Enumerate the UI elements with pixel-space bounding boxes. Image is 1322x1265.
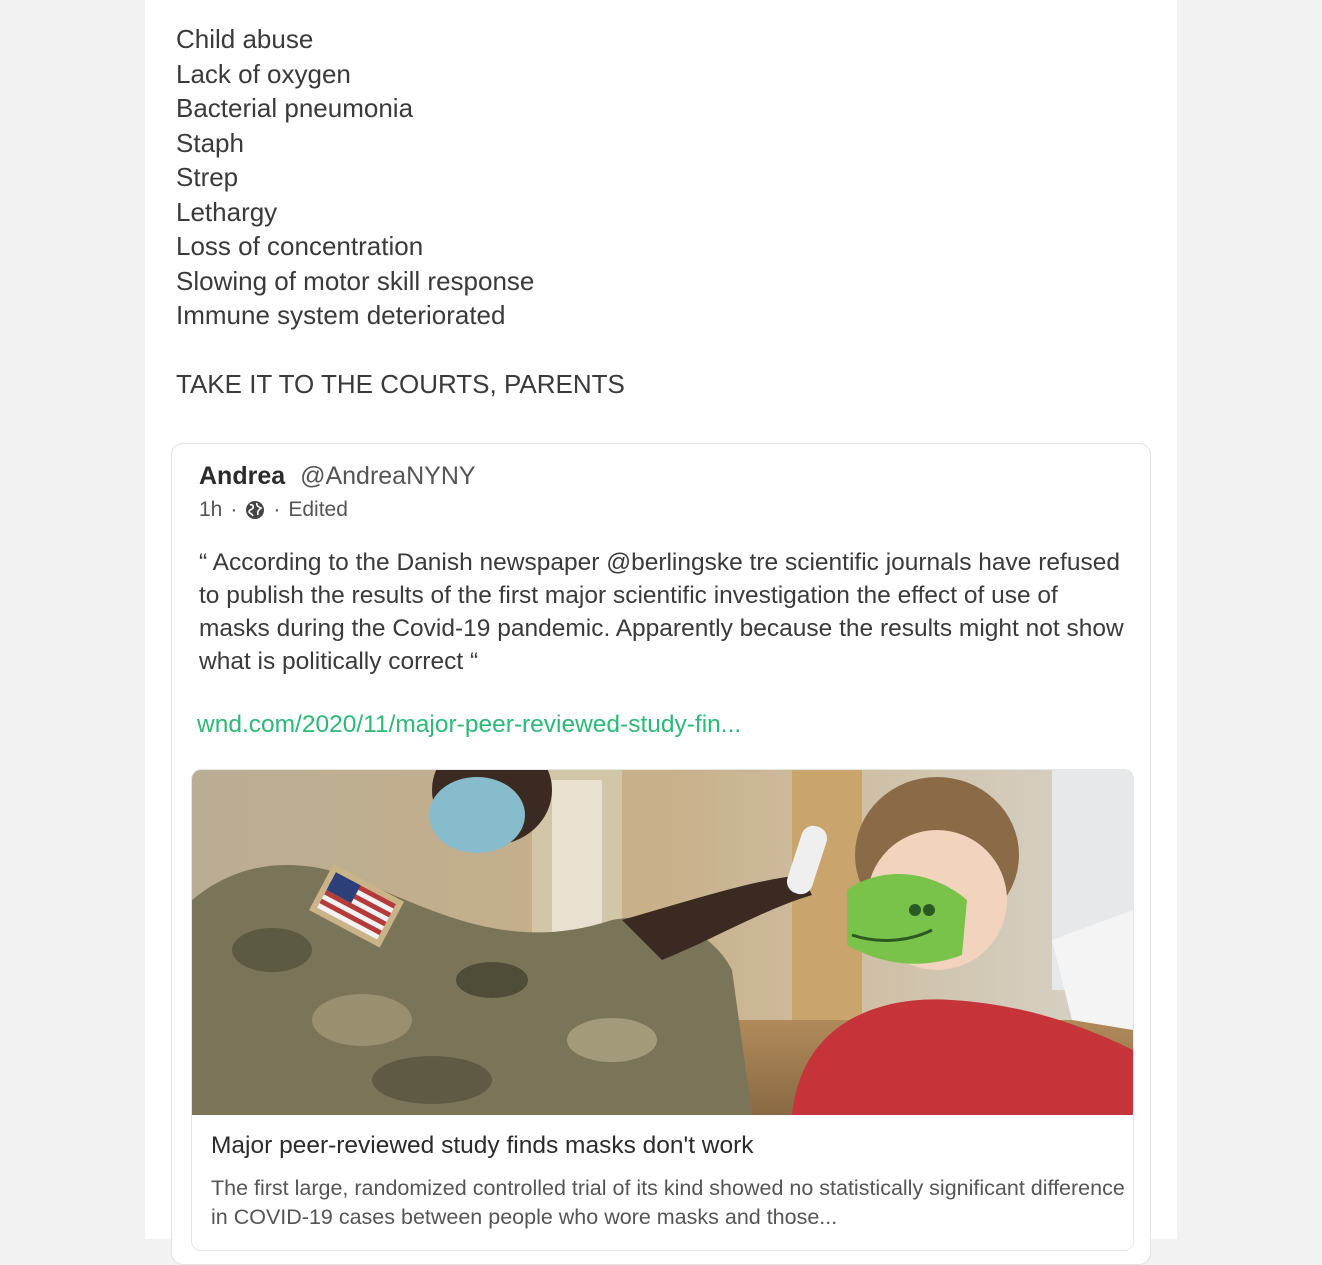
post-line: Strep — [176, 162, 239, 192]
post-line: Slowing of motor skill response — [176, 265, 535, 296]
post-closing: TAKE IT TO THE COURTS, PARENTS — [176, 369, 625, 399]
link-preview-card[interactable] — [191, 769, 1134, 1251]
edited-label: Edited — [288, 498, 348, 521]
meta-separator: · — [273, 498, 281, 521]
post-line: Loss of concentration — [176, 231, 424, 261]
quoted-post-body: “ According to the Danish newspaper @berlingske tre scientific journals have refused to publish the results of the first major scientific investigation the effect of use of masks during the Covid-19 pandemic. Apparently because the results might not show what is politically correct “ — [199, 549, 1124, 675]
article-description: The first large, randomized controlled trial of its kind showed no statistically significant difference in COVID-19 cases between people who wore masks and those... — [211, 1176, 1125, 1229]
post-line: Lack of oxygen — [176, 58, 351, 89]
post-line: Lethargy — [176, 196, 278, 227]
post-line: Immune system deteriorated — [176, 300, 506, 330]
article-image[interactable] — [192, 770, 1133, 1115]
post-line: Staph — [176, 127, 244, 158]
post-line: Bacterial pneumonia — [176, 93, 414, 123]
line-spacer — [176, 333, 625, 368]
author-handle[interactable]: @AndreaNYNY — [300, 462, 476, 490]
article-link[interactable]: wnd.com/2020/11/major-peer-reviewed-study-fin... — [197, 711, 742, 738]
author-name[interactable]: Andrea — [199, 462, 286, 490]
meta-separator: · — [230, 498, 238, 521]
post-line: Child abuse — [176, 24, 314, 54]
quoted-post-card[interactable] — [171, 443, 1151, 1265]
globe-icon — [245, 500, 265, 520]
quoted-author[interactable] — [199, 462, 476, 491]
feed-page — [145, 0, 1177, 1239]
article-title[interactable]: Major peer-reviewed study finds masks don't work — [211, 1132, 754, 1159]
post-text — [176, 22, 625, 402]
post-meta — [199, 498, 348, 522]
post-time[interactable]: 1h — [199, 498, 223, 521]
